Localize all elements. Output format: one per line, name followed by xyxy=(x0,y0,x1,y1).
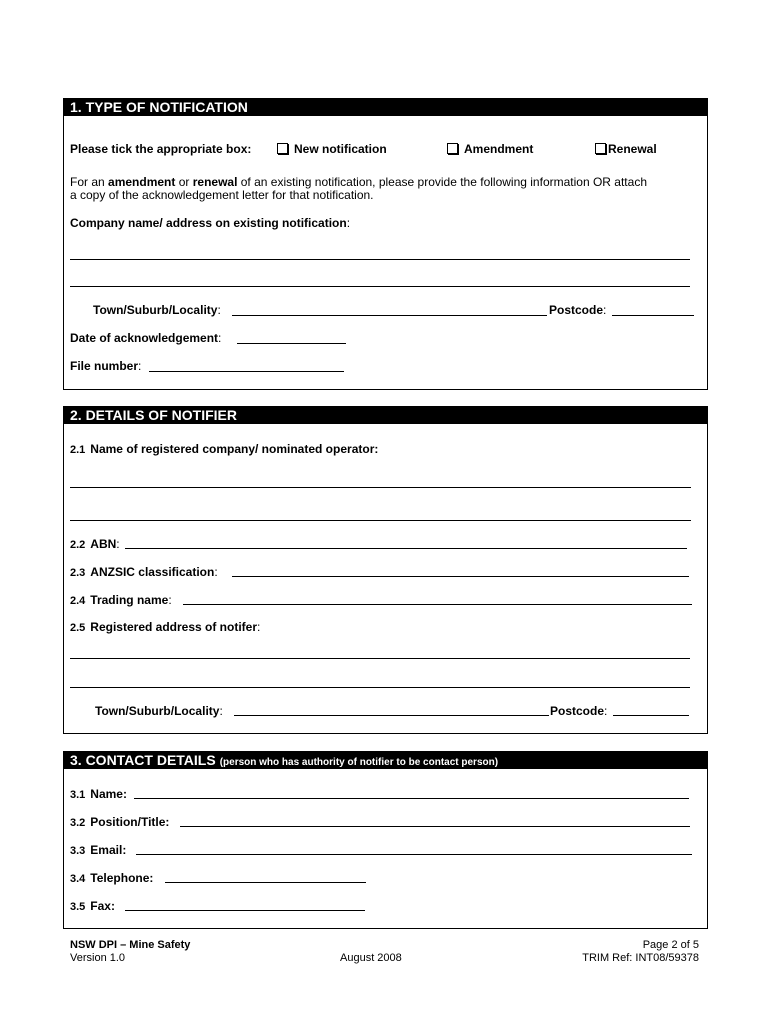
contact-name-label: Name: xyxy=(90,787,127,801)
telephone-label: Telephone: xyxy=(90,871,154,885)
item-number: 2.4 xyxy=(70,595,86,607)
ack-date-label xyxy=(70,331,221,345)
registered-address-line-1[interactable] xyxy=(70,658,690,659)
item-number: 3.2 xyxy=(70,817,86,829)
footer-page: Page 2 of 5 xyxy=(642,939,699,951)
field-3-3-label xyxy=(70,843,126,857)
town-field-s2[interactable] xyxy=(234,715,549,716)
telephone-field[interactable] xyxy=(165,882,366,883)
ack-date-label-text: Date of acknowledgement xyxy=(70,331,219,345)
anzsic-field[interactable] xyxy=(232,576,689,577)
info-bold-renewal: renewal xyxy=(192,175,238,189)
item-number: 2.2 xyxy=(70,539,86,551)
checkbox-amendment[interactable] xyxy=(447,143,458,154)
colon: : xyxy=(116,537,120,551)
item-number: 3.1 xyxy=(70,789,86,801)
town-label-text: Town/Suburb/Locality xyxy=(93,303,218,317)
colon: : xyxy=(346,216,351,230)
abn-label: ABN xyxy=(90,537,117,551)
postcode-field-s1[interactable] xyxy=(612,315,694,316)
colon: : xyxy=(138,359,142,373)
footer-org: NSW DPI – Mine Safety xyxy=(70,939,191,951)
field-2-3-label xyxy=(70,565,218,579)
info-text-3: of an existing notification, please provide the following information OR attach xyxy=(237,175,647,189)
field-3-1-label xyxy=(70,787,127,801)
trading-name-field[interactable] xyxy=(183,604,692,605)
colon: : xyxy=(218,331,222,345)
registered-address-label: Registered address of notifer xyxy=(90,620,258,634)
option-renewal[interactable] xyxy=(595,142,657,156)
company-address-line-1[interactable] xyxy=(70,259,690,260)
town-label-s2 xyxy=(95,704,223,718)
company-name-line-1[interactable] xyxy=(70,487,691,488)
file-number-label-text: File number xyxy=(70,359,139,373)
amendment-instructions xyxy=(70,175,647,189)
town-field-s1[interactable] xyxy=(232,315,547,316)
section-3-subtitle: (person who has authority of notifier to be contact person) xyxy=(219,757,499,768)
item-number: 3.4 xyxy=(70,873,86,885)
footer-trim-ref: TRIM Ref: INT08/59378 xyxy=(582,952,699,964)
fax-field[interactable] xyxy=(125,910,365,911)
checkbox-renewal[interactable] xyxy=(595,143,606,154)
amendment-instructions-line2: a copy of the acknowledgement letter for that notification. xyxy=(70,188,374,202)
colon: : xyxy=(257,620,261,634)
postcode-label-s1 xyxy=(549,303,606,317)
town-label-s1 xyxy=(93,303,221,317)
footer-date: August 2008 xyxy=(340,952,402,964)
field-2-5-label xyxy=(70,620,260,634)
info-text-2: or xyxy=(175,175,193,189)
option-new-label: New notification xyxy=(294,142,387,156)
section-2-heading: 2. DETAILS OF NOTIFIER xyxy=(64,407,707,424)
company-name-line-2[interactable] xyxy=(70,520,691,521)
section-1-heading: 1. TYPE OF NOTIFICATION xyxy=(64,99,707,116)
contact-name-field[interactable] xyxy=(134,798,689,799)
footer-version: Version 1.0 xyxy=(70,952,126,964)
info-text-1: For an xyxy=(70,175,109,189)
postcode-label-s2 xyxy=(550,704,607,718)
field-2-2-label xyxy=(70,537,120,551)
position-title-label: Position/Title: xyxy=(90,815,170,829)
option-renew-label: Renewal xyxy=(608,142,657,156)
trading-name-label: Trading name xyxy=(90,593,169,607)
colon: : xyxy=(604,704,608,718)
option-amend-label: Amendment xyxy=(464,142,534,156)
field-3-4-label xyxy=(70,871,153,885)
section-3-title: 3. CONTACT DETAILS xyxy=(70,752,216,768)
abn-field[interactable] xyxy=(125,548,687,549)
item-number: 3.5 xyxy=(70,901,86,913)
section-contact-details xyxy=(63,751,708,929)
option-amendment[interactable] xyxy=(447,142,533,156)
option-new-notification[interactable] xyxy=(277,142,387,156)
colon: : xyxy=(214,565,218,579)
colon: : xyxy=(603,303,607,317)
anzsic-label: ANZSIC classification xyxy=(90,565,215,579)
colon: : xyxy=(168,593,172,607)
file-number-field[interactable] xyxy=(149,371,344,372)
company-name-label: Name of registered company/ nominated operator: xyxy=(90,442,379,456)
company-address-line-2[interactable] xyxy=(70,286,690,287)
field-3-2-label xyxy=(70,815,169,829)
info-bold-amendment: amendment xyxy=(108,175,176,189)
email-field[interactable] xyxy=(136,854,692,855)
item-number: 2.1 xyxy=(70,444,86,456)
registered-address-line-2[interactable] xyxy=(70,687,690,688)
colon: : xyxy=(219,704,223,718)
colon: : xyxy=(217,303,221,317)
item-number: 2.3 xyxy=(70,567,86,579)
postcode-label-text: Postcode xyxy=(550,704,605,718)
postcode-label-text: Postcode xyxy=(549,303,604,317)
company-address-label xyxy=(70,216,350,230)
email-label: Email: xyxy=(90,843,127,857)
checkbox-new-notification[interactable] xyxy=(277,143,288,154)
file-number-label xyxy=(70,359,141,373)
company-address-label-text: Company name/ address on existing notification xyxy=(70,216,347,230)
item-number: 2.5 xyxy=(70,622,86,634)
ack-date-field[interactable] xyxy=(237,343,346,344)
field-3-5-label xyxy=(70,899,115,913)
field-2-1-label xyxy=(70,442,378,456)
postcode-field-s2[interactable] xyxy=(613,715,689,716)
tick-prompt: Please tick the appropriate box: xyxy=(70,142,252,156)
section-3-heading xyxy=(64,752,707,769)
field-2-4-label xyxy=(70,593,172,607)
position-title-field[interactable] xyxy=(180,826,690,827)
fax-label: Fax: xyxy=(90,899,115,913)
item-number: 3.3 xyxy=(70,845,86,857)
town-label-text: Town/Suburb/Locality xyxy=(95,704,220,718)
